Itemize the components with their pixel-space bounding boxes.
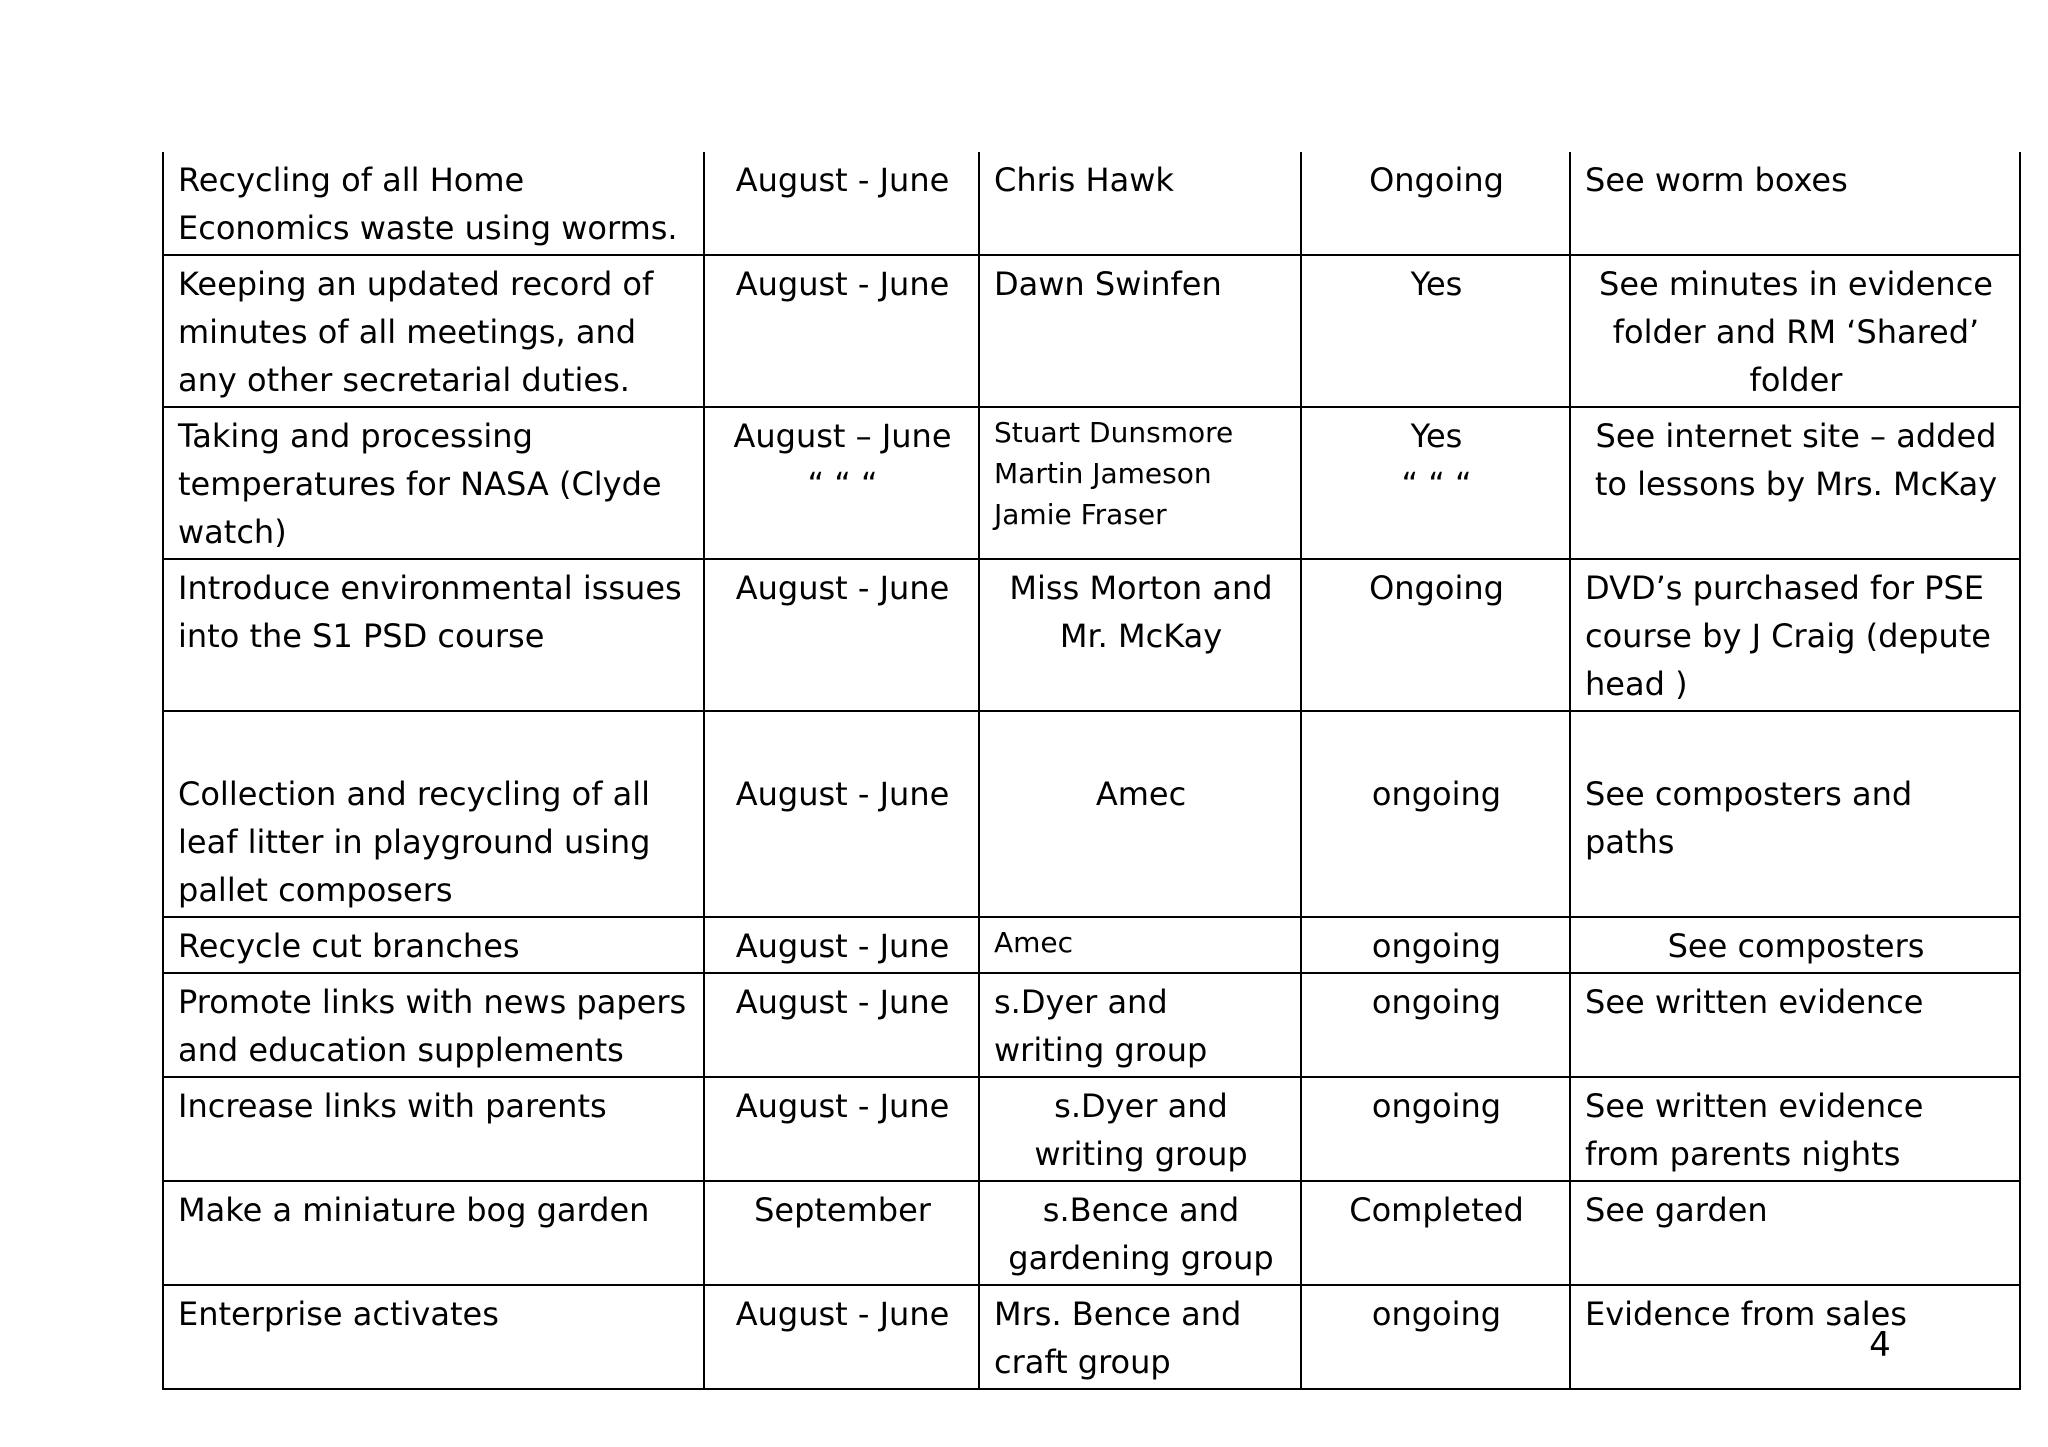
table-row: [163, 917, 2020, 973]
table-row: [163, 559, 2020, 711]
responsible-cell: Chris Hawk: [979, 152, 1301, 255]
table-row: [163, 1077, 2020, 1181]
status-cell: ongoing: [1301, 917, 1570, 973]
responsible-cell: Amec: [979, 917, 1301, 973]
task-cell: Introduce environmental issues into the S1 PSD course: [163, 559, 704, 711]
task-cell: Recycle cut branches: [163, 917, 704, 973]
table-row: [163, 152, 2020, 255]
evidence-cell: See garden: [1570, 1181, 2020, 1285]
status-cell: ongoing: [1301, 711, 1570, 917]
task-cell: Promote links with news papers and education supplements: [163, 973, 704, 1077]
timeframe-cell: August - June: [704, 1285, 979, 1389]
evidence-cell: See worm boxes: [1570, 152, 2020, 255]
timeframe-cell: August - June: [704, 559, 979, 711]
evidence-cell: See written evidence: [1570, 973, 2020, 1077]
table-row: [163, 255, 2020, 407]
status-cell: Completed: [1301, 1181, 1570, 1285]
responsible-cell: Stuart Dunsmore Martin Jameson Jamie Fraser: [979, 407, 1301, 559]
task-cell: Keeping an updated record of minutes of all meetings, and any other secretarial duties.: [163, 255, 704, 407]
timeframe-cell: August - June: [704, 152, 979, 255]
table-row: [163, 1285, 2020, 1389]
task-cell: Make a miniature bog garden: [163, 1181, 704, 1285]
responsible-cell: Amec: [979, 711, 1301, 917]
timeframe-cell: August – June “ “ “: [704, 407, 979, 559]
responsible-cell: s.Dyer and writing group: [979, 973, 1301, 1077]
status-cell: ongoing: [1301, 1285, 1570, 1389]
responsible-cell: s.Dyer and writing group: [979, 1077, 1301, 1181]
task-cell: Taking and processing temperatures for NASA (Clyde watch): [163, 407, 704, 559]
page-number: 4: [1869, 1325, 1891, 1365]
status-cell: Ongoing: [1301, 152, 1570, 255]
activity-table: [162, 152, 2021, 1390]
task-cell: Collection and recycling of all leaf litter in playground using pallet composers: [163, 711, 704, 917]
table-row: [163, 711, 2020, 917]
status-cell: Yes “ “ “: [1301, 407, 1570, 559]
responsible-cell: Dawn Swinfen: [979, 255, 1301, 407]
evidence-cell: See minutes in evidence folder and RM ‘Shared’ folder: [1570, 255, 2020, 407]
timeframe-cell: September: [704, 1181, 979, 1285]
status-cell: Ongoing: [1301, 559, 1570, 711]
evidence-cell: See written evidence from parents nights: [1570, 1077, 2020, 1181]
timeframe-cell: August - June: [704, 973, 979, 1077]
table-row: [163, 407, 2020, 559]
evidence-cell: See composters and paths: [1570, 711, 2020, 917]
evidence-cell: See composters: [1570, 917, 2020, 973]
evidence-cell: Evidence from sales: [1570, 1285, 2020, 1389]
timeframe-cell: August - June: [704, 255, 979, 407]
responsible-cell: Mrs. Bence and craft group: [979, 1285, 1301, 1389]
responsible-cell: s.Bence and gardening group: [979, 1181, 1301, 1285]
evidence-cell: DVD’s purchased for PSE course by J Craig (depute head ): [1570, 559, 2020, 711]
task-cell: Increase links with parents: [163, 1077, 704, 1181]
task-cell: Recycling of all Home Economics waste using worms.: [163, 152, 704, 255]
status-cell: ongoing: [1301, 1077, 1570, 1181]
table-row: [163, 973, 2020, 1077]
timeframe-cell: August - June: [704, 1077, 979, 1181]
timeframe-cell: August - June: [704, 917, 979, 973]
timeframe-cell: August - June: [704, 711, 979, 917]
evidence-cell: See internet site – added to lessons by Mrs. McKay: [1570, 407, 2020, 559]
status-cell: ongoing: [1301, 973, 1570, 1077]
status-cell: Yes: [1301, 255, 1570, 407]
responsible-cell: Miss Morton and Mr. McKay: [979, 559, 1301, 711]
table-row: [163, 1181, 2020, 1285]
task-cell: Enterprise activates: [163, 1285, 704, 1389]
